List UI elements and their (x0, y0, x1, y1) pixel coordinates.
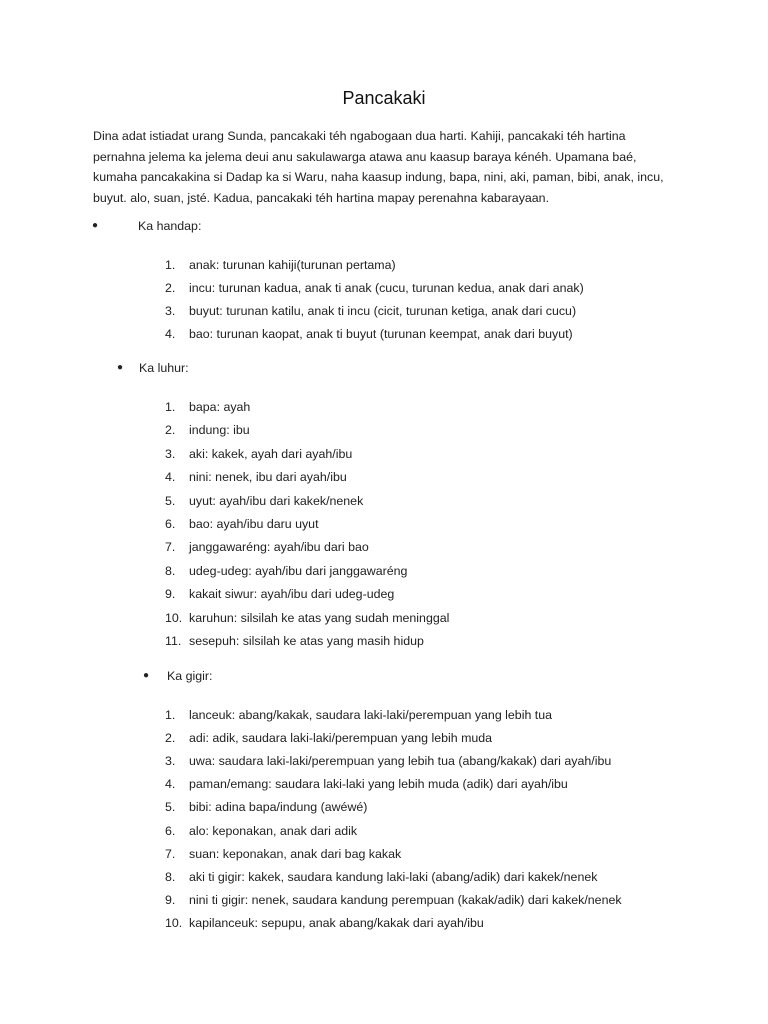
list-item-text: aki: kakek, ayah dari ayah/ibu (189, 446, 353, 461)
list-item-number: 6. (165, 823, 176, 838)
list-item-text: indung: ibu (189, 423, 250, 438)
list-item-number: 5. (165, 800, 176, 815)
list-item-text: kakait siwur: ayah/ibu dari udeg-udeg (189, 587, 395, 602)
list-item-number: 1. (165, 258, 176, 272)
intro-paragraph: Dina adat istiadat urang Sunda, pancakaki téh ngabogaan dua harti. Kahiji, pancakaki téh hartina pernahna jelema ka jelema deui anu sakulawarga atawa anu kaasup baraya kénéh. Upamana baé, kumaha pancakakina si Dadap ka si Waru, naha kaasup indung, bapa, nini, aki, paman, bibi, anak, incu, buyut. alo, suan, jsté. Kadua, pancakaki téh hartina mapay perenahna kabarayaan. (93, 129, 664, 205)
list-item-text: paman/emang: saudara laki-laki yang lebih muda (adik) dari ayah/ibu (189, 777, 568, 792)
list-item-text: buyut: turunan katilu, anak ti incu (cicit, turunan ketiga, anak dari cucu) (189, 304, 577, 319)
list-item-number: 2. (165, 281, 176, 296)
list-item-number: 2. (165, 731, 176, 746)
list-item-text: nini: nenek, ibu dari ayah/ibu (189, 470, 347, 485)
list-item-number: 3. (165, 446, 176, 461)
section-label: Ka handap: (138, 219, 202, 233)
list-item-text: kapilanceuk: sepupu, anak abang/kakak dari ayah/ibu (189, 915, 484, 930)
page-title: Pancakaki (342, 88, 426, 108)
section-label: Ka gigir: (167, 669, 213, 683)
list-item-text: bao: turunan kaopat, anak ti buyut (turunan keempat, anak dari buyut) (189, 327, 573, 342)
list-item-text: karuhun: silsilah ke atas yang sudah meninggal (189, 610, 450, 625)
list-item-text: adi: adik, saudara laki-laki/perempuan yang lebih muda (189, 731, 493, 746)
list-item-number: 6. (165, 517, 176, 531)
bullet-icon: ● (117, 362, 124, 373)
list-item-number: 9. (165, 892, 176, 907)
list-item-number: 4. (165, 777, 176, 792)
list-item-number: 2. (165, 423, 176, 438)
list-item-text: janggawaréng: ayah/ibu dari bao (189, 540, 369, 555)
list-item-text: udeg-udeg: ayah/ibu dari janggawaréng (189, 563, 408, 578)
list-item-number: 3. (165, 304, 176, 319)
list-item-number: 4. (165, 327, 176, 342)
list-item-text: alo: keponakan, anak dari adik (189, 823, 358, 838)
list-item-number: 1. (165, 400, 176, 414)
list-item-text: uwa: saudara laki-laki/perempuan yang lebih tua (abang/kakak) dari ayah/ibu (189, 754, 612, 769)
list-item-text: aki ti gigir: kakek, saudara kandung laki-laki (abang/adik) dari kakek/nenek (189, 869, 598, 884)
list-item-number: 10. (165, 915, 183, 930)
list-item-text: bao: ayah/ibu daru uyut (189, 517, 319, 531)
list-item-number: 7. (165, 540, 176, 555)
list-item-text: nini ti gigir: nenek, saudara kandung perempuan (kakak/adik) dari kakek/nenek (189, 892, 622, 907)
list-item-number: 7. (165, 846, 176, 861)
list-item-number: 1. (165, 708, 176, 722)
list-item-number: 8. (165, 869, 176, 884)
bullet-icon: ● (143, 670, 150, 681)
list-item-text: bibi: adina bapa/indung (awéwé) (189, 800, 368, 815)
section-label: Ka luhur: (139, 361, 189, 375)
list-item-text: sesepuh: silsilah ke atas yang masih hidup (189, 634, 424, 648)
list-item-number: 9. (165, 587, 176, 602)
list-item-text: incu: turunan kadua, anak ti anak (cucu, turunan kedua, anak dari anak) (189, 281, 584, 296)
list-item-text: anak: turunan kahiji(turunan pertama) (189, 258, 396, 272)
list-item-text: suan: keponakan, anak dari bag kakak (189, 846, 402, 861)
list-item-number: 8. (165, 563, 176, 578)
list-item-number: 11. (165, 634, 182, 648)
list-item-number: 10. (165, 610, 183, 625)
list-item-number: 5. (165, 493, 176, 508)
list-item-text: uyut: ayah/ibu dari kakek/nenek (189, 493, 364, 508)
list-item-number: 4. (165, 470, 176, 485)
list-item-number: 3. (165, 754, 176, 769)
list-item-text: bapa: ayah (189, 400, 251, 414)
list-item-text: lanceuk: abang/kakak, saudara laki-laki/perempuan yang lebih tua (189, 708, 553, 722)
bullet-icon: ● (92, 220, 99, 231)
